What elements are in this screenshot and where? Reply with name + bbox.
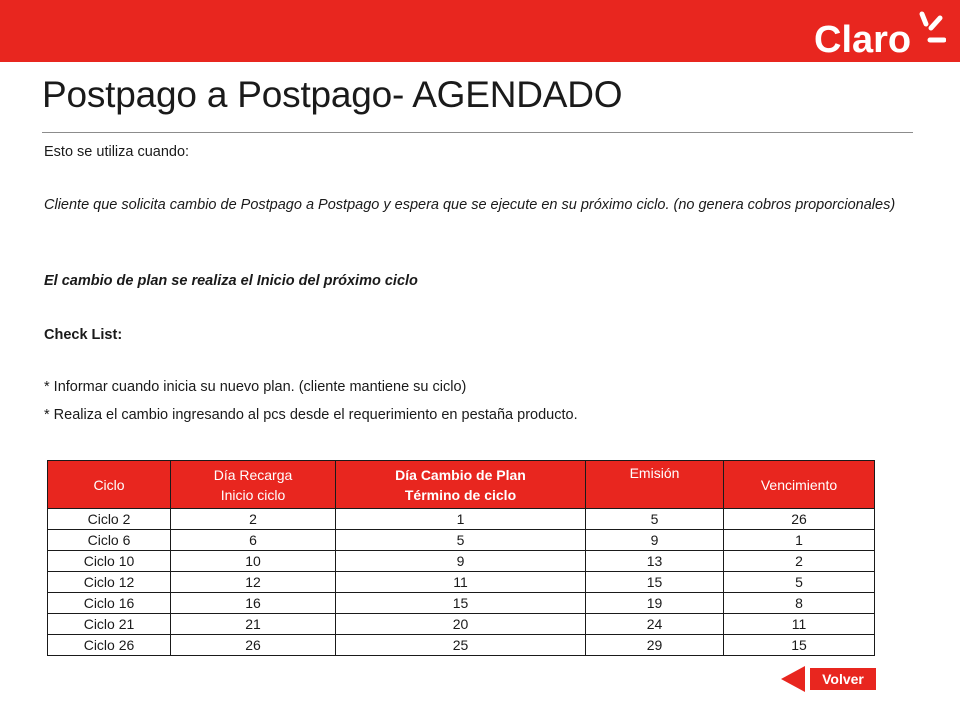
cell-dia-cambio: 25	[336, 635, 586, 656]
table-row	[48, 551, 875, 572]
back-button-label[interactable]: Volver	[810, 668, 876, 690]
cell-emision: 13	[586, 551, 724, 572]
table-row	[48, 593, 875, 614]
cell-emision: 9	[586, 530, 724, 551]
checklist-heading: Check List:	[44, 327, 123, 343]
cell-ciclo: Ciclo 21	[48, 614, 171, 635]
cell-dia-cambio: 1	[336, 509, 586, 530]
table-header-row	[48, 461, 875, 509]
cell-ciclo: Ciclo 12	[48, 572, 171, 593]
highlight-text: El cambio de plan se realiza el Inicio del próximo ciclo	[44, 273, 418, 289]
cell-emision: 5	[586, 509, 724, 530]
arrow-left-icon[interactable]	[781, 666, 805, 692]
cell-vencimiento: 2	[724, 551, 875, 572]
claro-logo	[806, 4, 946, 60]
title-divider	[42, 132, 913, 133]
description-text: Cliente que solicita cambio de Postpago a Postpago y espera que se ejecute en su próximo ciclo. (no genera cobros proporcionales)	[44, 197, 896, 213]
table-row	[48, 572, 875, 593]
cell-vencimiento: 1	[724, 530, 875, 551]
cell-vencimiento: 8	[724, 593, 875, 614]
cell-dia-recarga: 10	[171, 551, 336, 572]
cell-vencimiento: 26	[724, 509, 875, 530]
cell-emision: 15	[586, 572, 724, 593]
cell-dia-recarga: 12	[171, 572, 336, 593]
cell-vencimiento: 5	[724, 572, 875, 593]
cell-dia-cambio: 11	[336, 572, 586, 593]
header-vencimiento: Vencimiento	[724, 461, 875, 509]
cell-emision: 29	[586, 635, 724, 656]
checklist-item: * Informar cuando inicia su nuevo plan. (cliente mantiene su ciclo)	[44, 379, 467, 395]
cell-vencimiento: 15	[724, 635, 875, 656]
cell-dia-cambio: 5	[336, 530, 586, 551]
intro-text: Esto se utiliza cuando:	[44, 144, 190, 160]
table-row	[48, 530, 875, 551]
cell-dia-recarga: 2	[171, 509, 336, 530]
header-dia-cambio-plan: Día Cambio de Plan Término de ciclo	[336, 461, 586, 509]
header-dia-recarga: Día Recarga Inicio ciclo	[171, 461, 336, 509]
cell-vencimiento: 11	[724, 614, 875, 635]
header-ciclo: Ciclo	[48, 461, 171, 509]
cell-emision: 19	[586, 593, 724, 614]
checklist-item: * Realiza el cambio ingresando al pcs desde el requerimiento en pestaña producto.	[44, 407, 578, 423]
cell-ciclo: Ciclo 26	[48, 635, 171, 656]
table-row	[48, 614, 875, 635]
cell-dia-cambio: 20	[336, 614, 586, 635]
cycles-table	[47, 460, 875, 656]
header-emision: Emisión	[586, 461, 724, 509]
page-title: Postpago a Postpago- AGENDADO	[42, 74, 623, 115]
cell-dia-recarga: 26	[171, 635, 336, 656]
cell-ciclo: Ciclo 2	[48, 509, 171, 530]
cell-dia-cambio: 9	[336, 551, 586, 572]
brand-header-bar	[0, 0, 960, 62]
table-row	[48, 509, 875, 530]
cell-ciclo: Ciclo 6	[48, 530, 171, 551]
cell-dia-recarga: 6	[171, 530, 336, 551]
cell-dia-cambio: 15	[336, 593, 586, 614]
cell-dia-recarga: 21	[171, 614, 336, 635]
cell-emision: 24	[586, 614, 724, 635]
cell-ciclo: Ciclo 10	[48, 551, 171, 572]
cell-ciclo: Ciclo 16	[48, 593, 171, 614]
svg-text:Claro: Claro	[814, 19, 912, 60]
cell-dia-recarga: 16	[171, 593, 336, 614]
table-row	[48, 635, 875, 656]
